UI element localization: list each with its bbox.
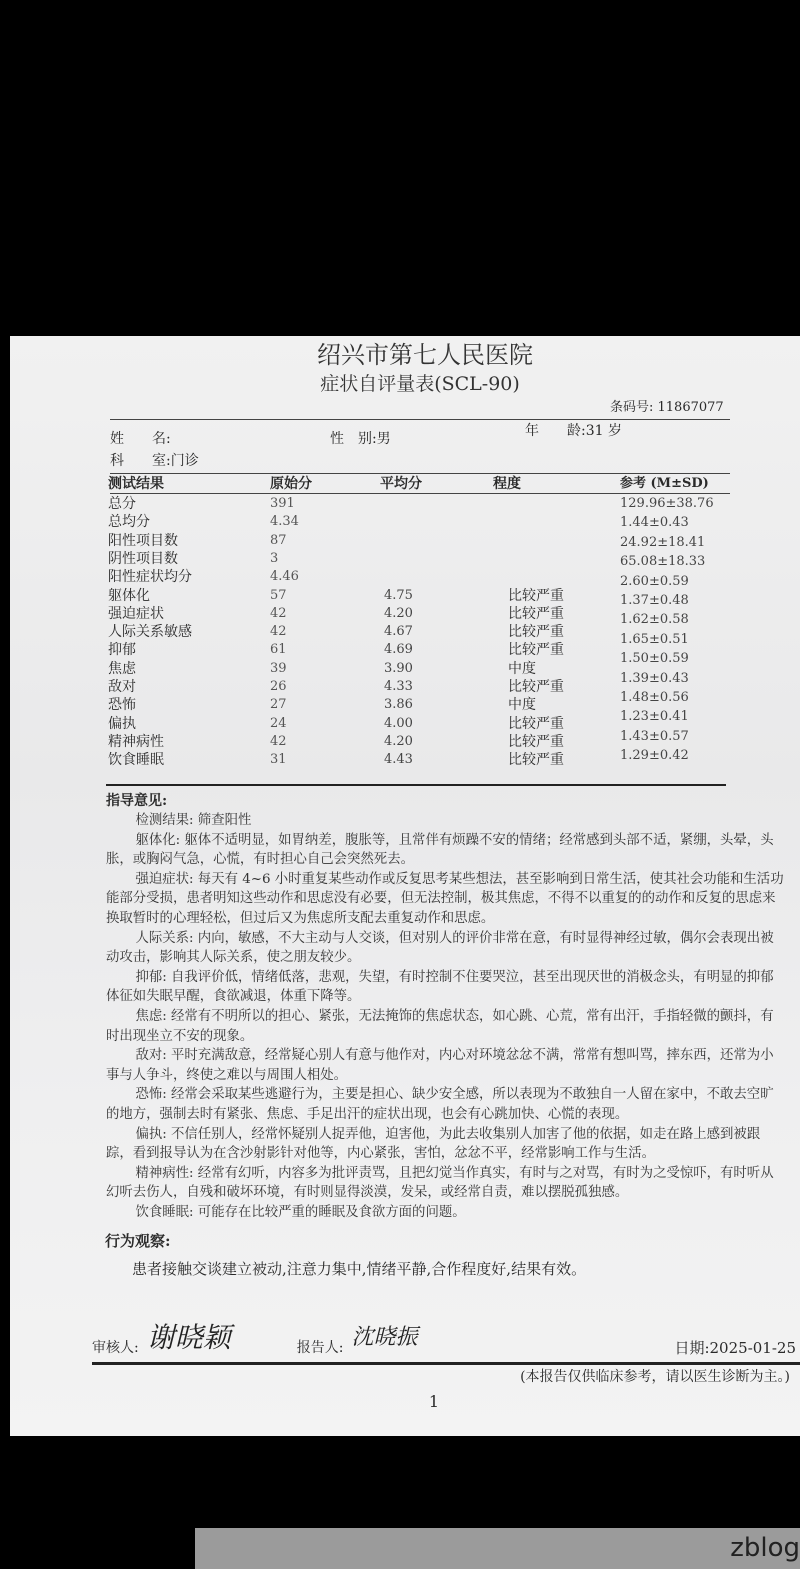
table-row <box>108 623 708 641</box>
cell-item: 阳性项目数 <box>108 532 178 549</box>
guidance-paragraph: 恐怖: 经常会采取某些逃避行为，主要是担心、缺少安全感，所以表现为不敢独自一人留在家中，不敢去空旷的地方，强制去时有紧张、焦虑、手足出汗的症状出现，也会有心跳加快、心慌的表现。 <box>106 1087 774 1122</box>
date-value: 2025-01-25 <box>709 1339 796 1358</box>
cell-reference: 2.60±0.59 <box>620 573 689 589</box>
header-level: 程度 <box>493 476 521 492</box>
cell-reference: 1.23±0.41 <box>620 709 689 725</box>
cell-raw: 31 <box>270 752 287 768</box>
cell-avg: 4.43 <box>384 752 413 768</box>
table-row <box>108 568 708 586</box>
table-row <box>108 532 708 550</box>
behavior-text: 患者接触交谈建立被动,注意力集中,情绪平静,合作程度好,结果有效。 <box>132 1260 587 1279</box>
cell-raw: 4.46 <box>270 569 299 585</box>
dept-label: 科 室: <box>110 453 171 469</box>
cell-raw: 24 <box>270 715 287 731</box>
cell-raw: 42 <box>270 733 287 749</box>
watermark-bar <box>195 1528 800 1569</box>
table-row <box>108 660 708 678</box>
form-title: 症状自评量表(SCL-90) <box>320 373 520 395</box>
cell-level: 比较严重 <box>508 733 564 750</box>
cell-item: 强迫症状 <box>108 605 164 622</box>
guidance-paragraph: 检测结果: 筛查阳性 <box>135 813 252 828</box>
reporter-label: 报告人: <box>296 1340 344 1357</box>
header-item: 测试结果 <box>108 476 164 492</box>
divider <box>110 493 730 494</box>
guidance-title: 指导意见: <box>106 793 168 809</box>
cell-avg: 3.90 <box>384 660 413 676</box>
reviewer-label: 审核人: <box>92 1340 139 1357</box>
cell-level: 比较严重 <box>508 752 564 769</box>
cell-avg: 4.20 <box>384 605 413 621</box>
reporter-signature: 沈晓振 <box>351 1325 418 1351</box>
cell-raw: 4.34 <box>270 514 299 530</box>
cell-avg: 4.00 <box>384 715 413 731</box>
cell-item: 抑郁 <box>108 642 136 659</box>
disclaimer: (本报告仅供临床参考，请以医生诊断为主。) <box>520 1369 790 1386</box>
cell-level: 比较严重 <box>508 642 564 659</box>
guidance-paragraph: 偏执: 不信任别人，经常怀疑别人捉弄他，迫害他，为此去收集别人加害了他的依据，如走在路上感到被跟踪，看到报导认为在含沙射影针对他等，内心紧张，害怕，忿忿不平，经常影响工作与生活。 <box>106 1126 761 1162</box>
cell-avg: 4.75 <box>384 587 413 603</box>
cell-raw: 57 <box>270 587 287 603</box>
divider <box>106 784 726 786</box>
cell-item: 饮食睡眠 <box>108 752 164 769</box>
cell-level: 中度 <box>508 660 536 677</box>
cell-level: 中度 <box>508 697 536 714</box>
reviewer-signature: 谢晓颖 <box>146 1321 231 1355</box>
cell-avg: 4.20 <box>384 733 413 749</box>
guidance-paragraph: 饮食睡眠: 可能存在比较严重的睡眠及食欲方面的问题。 <box>135 1204 466 1220</box>
report-body <box>92 791 800 1443</box>
watermark-text: zblog <box>730 1533 800 1563</box>
cell-raw: 39 <box>270 660 287 676</box>
guidance-paragraph: 躯体化: 躯体不适明显，如胃纳差，腹胀等，且常伴有烦躁不安的情绪；经常感到头部不适，紧绷，头晕，头胀，或胸闷气急，心慌，有时担心自己会突然死去。 <box>106 832 774 868</box>
table-row <box>108 733 708 751</box>
cell-level: 比较严重 <box>508 679 564 695</box>
cell-level: 比较严重 <box>508 715 564 732</box>
cell-raw: 27 <box>270 697 287 713</box>
cell-raw: 42 <box>270 605 287 621</box>
divider <box>110 473 730 474</box>
header-avg: 平均分 <box>380 476 422 492</box>
cell-item: 躯体化 <box>108 587 150 604</box>
guidance-paragraph: 人际关系: 内向，敏感，不大主动与人交谈，但对别人的评价非常在意，有时显得神经过敏，偶尔会表现出被动攻击，影响其人际关系，使之朋友较少。 <box>106 930 774 966</box>
cell-raw: 87 <box>270 532 287 548</box>
cell-avg: 3.86 <box>384 697 413 713</box>
table-row <box>108 715 708 733</box>
cell-avg: 4.69 <box>384 642 413 658</box>
cell-item: 阳性症状均分 <box>108 569 192 586</box>
hospital-name: 绍兴市第七人民医院 <box>317 341 533 369</box>
table-row <box>108 495 708 513</box>
cell-item: 总分 <box>108 496 136 512</box>
table-row <box>108 550 708 568</box>
cell-reference: 1.29±0.42 <box>620 748 689 764</box>
cell-reference: 65.08±18.33 <box>620 554 706 570</box>
cell-raw: 391 <box>270 496 295 511</box>
cell-raw: 61 <box>270 642 287 658</box>
cell-reference: 1.37±0.48 <box>620 593 689 608</box>
divider <box>110 419 730 420</box>
header-ref: 参考 (M±SD) <box>620 476 709 491</box>
guidance-paragraph: 精神病性: 经常有幻听，内容多为批评责骂，且把幻觉当作真实，有时与之对骂，有时为之受惊吓，有时听从幻听去伤人，自残和破坏环境，有时则显得淡漠，发呆，或经常自责，难以摆脱孤独感。 <box>106 1165 774 1201</box>
table-row <box>108 513 708 531</box>
cell-reference: 1.65±0.51 <box>620 631 689 647</box>
cell-raw: 3 <box>270 550 279 566</box>
guidance-paragraph: 强迫症状: 每天有 4~6 小时重复某些动作或反复思考某些想法，甚至影响到日常生活，使其社会功能和生活功能部分受损，患者明知这些动作和思虑没有必要，但无法控制，极其焦虑，不得不以重复的的动作和反复的思虑来换取暂时的心理轻松，但过后又为焦虑所支配去重复动作和思虑。 <box>106 871 784 926</box>
cell-reference: 1.39±0.43 <box>620 670 689 686</box>
cell-item: 焦虑 <box>108 660 136 677</box>
cell-avg: 4.33 <box>384 679 413 694</box>
cell-level: 比较严重 <box>508 624 564 641</box>
cell-item: 恐怖 <box>108 697 136 714</box>
cell-item: 偏执 <box>108 715 136 732</box>
cell-item: 人际关系敏感 <box>108 624 192 641</box>
gender-value: 男 <box>376 431 391 447</box>
cell-item: 敌对 <box>108 679 136 695</box>
header-raw: 原始分 <box>270 476 312 492</box>
cell-avg: 4.67 <box>384 624 413 640</box>
report-paper <box>10 336 800 1436</box>
cell-level: 比较严重 <box>508 587 564 604</box>
guidance-paragraph: 抑郁: 自我评价低，情绪低落，悲观，失望，有时控制不住要哭泣，甚至出现厌世的消极念头，有明显的抑郁体征如失眠早醒，食欲减退，体重下降等。 <box>106 969 774 1005</box>
table-row <box>108 641 708 659</box>
table-row <box>108 587 708 605</box>
table-row <box>108 751 708 769</box>
date-label: 日期: <box>674 1339 710 1358</box>
cell-item: 精神病性 <box>108 733 164 750</box>
table-row <box>108 605 708 623</box>
guidance-text <box>106 811 786 1222</box>
cell-item: 总均分 <box>108 514 150 531</box>
cell-raw: 26 <box>270 679 287 694</box>
cell-level: 比较严重 <box>508 605 564 622</box>
cell-reference: 1.62±0.58 <box>620 612 689 628</box>
cell-raw: 42 <box>270 624 287 640</box>
guidance-paragraph: 焦虑: 经常有不明所以的担心、紧张，无法掩饰的焦虑状态，如心跳、心荒，常有出汗，手指轻微的颤抖，有时出现坐立不安的现象。 <box>106 1008 774 1044</box>
cell-reference: 24.92±18.41 <box>620 534 706 550</box>
cell-reference: 1.43±0.57 <box>620 728 689 744</box>
name-label: 姓 名: <box>110 431 171 447</box>
cell-item: 阴性项目数 <box>108 550 178 567</box>
barcode: 条码号: 11867077 <box>610 400 724 415</box>
cell-reference: 1.48±0.56 <box>620 690 689 705</box>
table-row <box>108 696 708 714</box>
age-value: 31 岁 <box>585 423 622 439</box>
table-row <box>108 678 708 696</box>
cell-reference: 1.50±0.59 <box>620 651 689 667</box>
age-label: 年 龄: <box>525 423 586 439</box>
behavior-title: 行为观察: <box>105 1232 171 1251</box>
cell-reference: 129.96±38.76 <box>620 496 714 511</box>
signature-row <box>92 1314 800 1358</box>
guidance-paragraph: 敌对: 平时充满敌意，经常疑心别人有意与他作对，内心对环境忿忿不满，常常有想叫骂，摔东西，还常为小事与人争斗，终使之难以与周围人相处。 <box>106 1048 774 1083</box>
page-number: 1 <box>428 1392 440 1412</box>
gender-label: 性 别: <box>330 431 377 447</box>
cell-reference: 1.44±0.43 <box>620 515 689 531</box>
dept-value: 门诊 <box>170 453 199 469</box>
divider <box>92 1362 800 1365</box>
